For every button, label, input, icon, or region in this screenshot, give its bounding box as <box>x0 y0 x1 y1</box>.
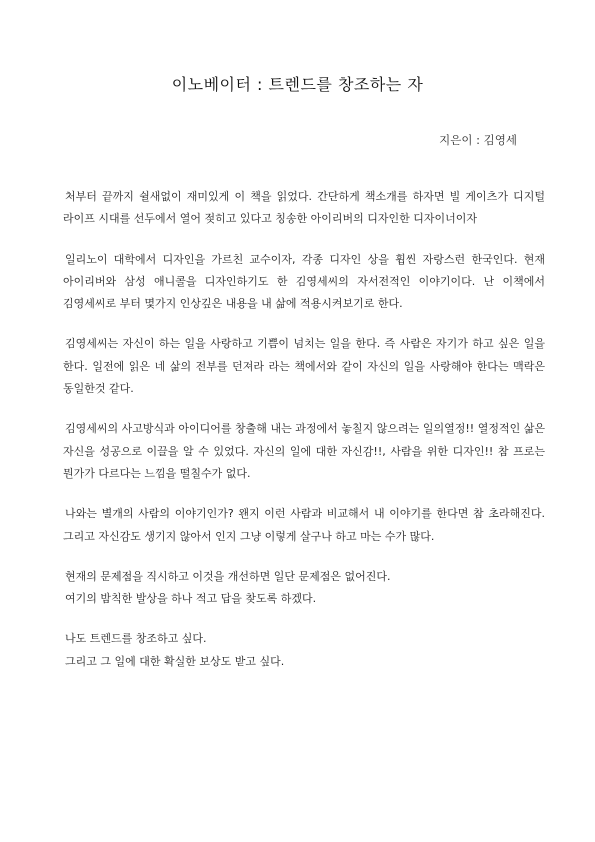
paragraph: 김영세씨는 자신이 하는 일을 사랑하고 기쁨이 넘치는 일을 한다. 즉 사람은 자기가 하고 싶은 일을 한다. 일전에 읽은 네 삶의 전부를 던져라 라는 책에서와 같이 자신의 일을 사랑해야 한다는 맥락은 동일한것 같다. <box>63 337 545 396</box>
paragraph: 일리노이 대학에서 디자인을 가르친 교수이자, 각종 디자인 상을 휩씬 자랑스런 한국인다. 현재 아이리버와 삼성 애니콜을 디자인하기도 한 김영세씨의 자서전적인 이야기이다. 난 이책에서 김영세씨로 부터 몇가지 인상깊은 내용을 내 삶에 적용시켜보기로 한다. <box>63 252 545 311</box>
paragraph: 김영세씨의 사고방식과 아이디어를 창출해 내는 과정에서 놓칠지 않으려는 일의열정!! 열정적인 삶은 자신을 성공으로 이끌을 알 수 있었다. 자신의 일에 대한 자신감!!, 사람을 위한 디자인!! 참 프로는 뭔가가 다르다는 느낌을 떨칠수가 없다. <box>63 422 545 480</box>
paragraph: 나와는 별개의 사람의 이야기인가? 왠지 이런 사람과 비교해서 내 이야기를 한다면 참 초라해진다. 그리고 자신감도 생기지 않아서 인지 그냥 이렇게 살구나 하고 마는 수가 많다. <box>63 507 545 543</box>
paragraph: 그리고 그 일에 대한 확실한 보상도 받고 싶다. <box>65 654 285 668</box>
author-line: 지은이 : 김영세 <box>439 133 517 147</box>
paragraph: 나도 트렌드를 창조하고 싶다. <box>65 632 207 646</box>
paragraph: 처부터 끝까지 쉴새없이 재미있게 이 책을 읽었다. 간단하게 책소개를 하자면 빌 게이츠가 디지털 라이프 시대를 선두에서 열어 젖히고 있다고 칭송한 아이리버의 디자인한 디자이너이자 <box>63 190 545 226</box>
document-body <box>63 186 545 673</box>
paragraph: 여기의 밤칙한 발상을 하나 적고 답을 찾도록 하겠다. <box>65 592 317 606</box>
document-title: 이노베이터 : 트렌드를 창조하는 자 <box>171 75 424 94</box>
paragraph: 현재의 문제점을 직시하고 이것을 개선하면 일단 문제점은 없어진다. <box>65 569 391 583</box>
